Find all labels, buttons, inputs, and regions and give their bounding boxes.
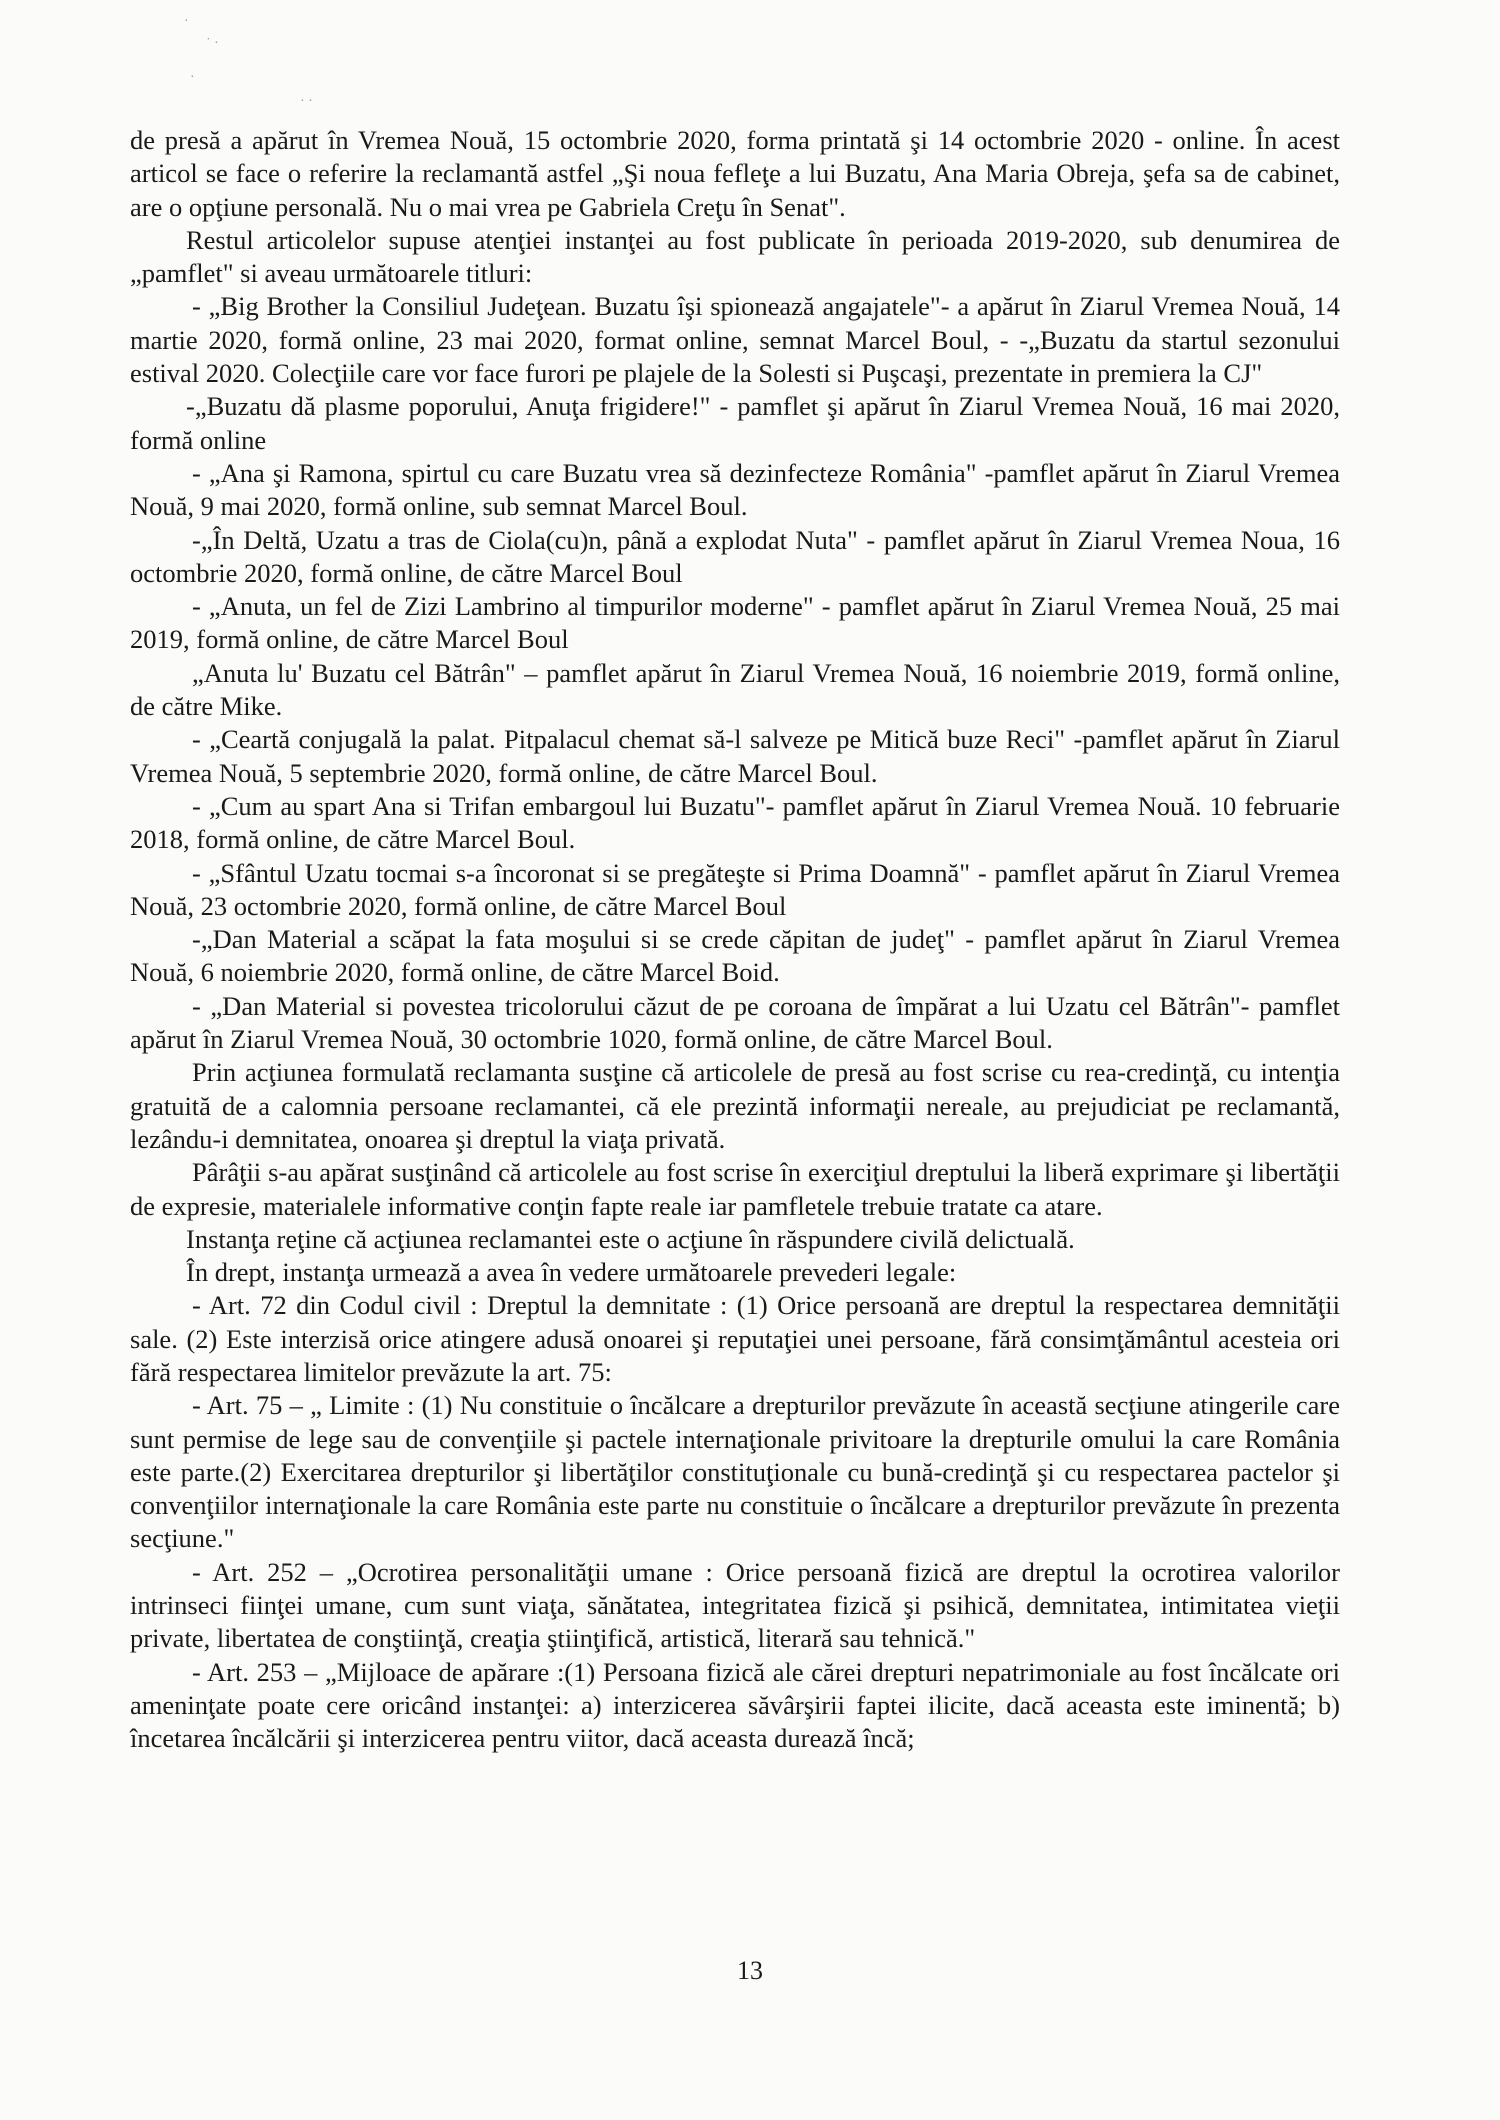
paragraph: Instanţa reţine că acţiunea reclamantei este o acţiune în răspundere civilă delictuală. xyxy=(186,1223,1075,1254)
paragraph: -„Dan Material a scăpat la fata moşului si se crede căpitan de judeţ" - pamflet apărut în Ziarul Vremea Nouă, 6 noiembrie 2020, formă online, de către Marcel Boid. xyxy=(130,924,1340,988)
scan-speck: · xyxy=(190,70,195,85)
paragraph: Prin acţiunea formulată reclamanta susţine că articolele de presă au fost scrise cu rea-credinţă, cu intenţia gratuită de a calomnia persoane reclamantei, că ele prezintă informaţii nereale, au prejudiciat pe reclamantă, lezându-i demnitatea, onoarea şi dreptul la viaţa privată. xyxy=(130,1057,1340,1154)
scan-speck: ˙ · xyxy=(206,36,219,51)
paragraph: În drept, instanţa urmează a avea în vedere următoarele prevederi legale: xyxy=(186,1257,957,1288)
paragraph: - „Big Brother la Consiliul Judeţean. Buzatu îşi spionează angajatele"- a apărut în Ziarul Vremea Nouă, 14 martie 2020, formă online, 23 mai 2020, format online, semnat Marcel Boul, - -„Buzatu da startul sezonului estival 2020. Colecţiile care vor face furori pe plajele de la Solesti si Puşcaşi, prezentate in premiera la CJ" xyxy=(130,291,1340,389)
paragraph: Pârâţii s-au apărat susţinând că articolele au fost scrise în exerciţiul dreptului la liberă exprimare şi libertăţii de expresie, materialele informative conţin fapte reale iar pamfletele trebuie tratate ca atare. xyxy=(130,1157,1340,1221)
document-body xyxy=(130,124,1340,1756)
scan-speck: · · xyxy=(300,94,313,109)
scan-speck: · xyxy=(184,14,189,29)
paragraph: - Art. 72 din Codul civil : Dreptul la demnitate : (1) Orice persoană are dreptul la respectarea demnităţii sale. (2) Este interzisă orice atingere adusă onoarei şi reputaţiei unei persoane, fără consimţământul acesteia ori fără respectarea limitelor prevăzute la art. 75: xyxy=(130,1290,1340,1387)
paragraph: - „Dan Material si povestea tricolorului căzut de pe coroana de împărat a lui Uzatu cel Bătrân"- pamflet apărut în Ziarul Vremea Nouă, 30 octombrie 1020, formă online, de către Marcel Boul. xyxy=(130,990,1340,1055)
paragraph: - Art. 253 – „Mijloace de apărare :(1) Persoana fizică ale cărei drepturi nepatrimoniale au fost încălcate ori ameninţate poate cere oricând instanţei: a) interzicerea săvârşirii faptei ilicite, dacă aceasta este iminentă; b) încetarea încălcării şi interzicerea pentru viitor, dacă aceasta durează încă; xyxy=(130,1656,1340,1754)
paragraph: „Anuta lu' Buzatu cel Bătrân" – pamflet apărut în Ziarul Vremea Nouă, 16 noiembrie 2019, formă online, de către Mike. xyxy=(130,657,1340,722)
paragraph: - „Ceartă conjugală la palat. Pitpalacul chemat să-l salveze pe Mitică buze Reci" -pamflet apărut în Ziarul Vremea Nouă, 5 septembrie 2020, formă online, de către Marcel Boul. xyxy=(130,724,1340,788)
paragraph: - „Anuta, un fel de Zizi Lambrino al timpurilor moderne" - pamflet apărut în Ziarul Vremea Nouă, 25 mai 2019, formă online, de către Marcel Boul xyxy=(130,591,1340,655)
paragraph: -„În Deltă, Uzatu a tras de Ciola(cu)n, până a explodat Nuta" - pamflet apărut în Ziarul Vremea Noua, 16 octombrie 2020, formă online, de către Marcel Boul xyxy=(130,524,1340,588)
paragraph: - „Cum au spart Ana si Trifan embargoul lui Buzatu"- pamflet apărut în Ziarul Vremea Nouă. 10 februarie 2018, formă online, de către Marcel Boul. xyxy=(130,790,1340,855)
page-number: 13 xyxy=(737,1956,763,1985)
paragraph: - Art. 75 – „ Limite : (1) Nu constituie o încălcare a drepturilor prevăzute în această secţiune atingerile care sunt permise de lege sau de convenţiile şi pactele internaţionale privitoare la drepturile omului la care România este parte.(2) Exercitarea drepturilor şi libertăţilor constituţionale cu bună-credinţă şi cu respectarea pactelor şi convenţiilor internaţionale la care România este parte nu constituie o încălcare a drepturilor prevăzute în prezenta secţiune." xyxy=(130,1390,1340,1554)
paragraph: - Art. 252 – „Ocrotirea personalităţii umane : Orice persoană fizică are dreptul la ocrotirea valorilor intrinseci fiinţei umane, cum sunt viaţa, sănătatea, integritatea fizică şi psihică, demnitatea, intimitatea vieţii private, libertatea de conştiinţă, creaţia ştiinţifică, artistică, literară sau tehnică." xyxy=(130,1556,1340,1654)
paragraph: - „Ana şi Ramona, spirtul cu care Buzatu vrea să dezinfecteze România" -pamflet apărut în Ziarul Vremea Nouă, 9 mai 2020, formă online, sub semnat Marcel Boul. xyxy=(130,457,1340,522)
paragraph: -„Buzatu dă plasme poporului, Anuţa frigidere!" - pamflet şi apărut în Ziarul Vremea Nouă, 16 mai 2020, formă online xyxy=(130,391,1340,455)
paragraph: de presă a apărut în Vremea Nouă, 15 octombrie 2020, forma printată şi 14 octombrie 2020 - online. În acest articol se face o referire la reclamantă astfel „Şi noua fefleţe a lui Buzatu, Ana Maria Obreja, şefa sa de cabinet, are o opţiune personală. Nu o mai vrea pe Gabriela Creţu în Senat". xyxy=(130,125,1340,222)
paragraph: - „Sfântul Uzatu tocmai s-a încoronat si se pregăteşte si Prima Doamnă" - pamflet apărut în Ziarul Vremea Nouă, 23 octombrie 2020, formă online, de către Marcel Boul xyxy=(130,857,1340,921)
paragraph: Restul articolelor supuse atenţiei instanţei au fost publicate în perioada 2019-2020, sub denumirea de „pamflet" si aveau următoarele titluri: xyxy=(130,224,1340,289)
